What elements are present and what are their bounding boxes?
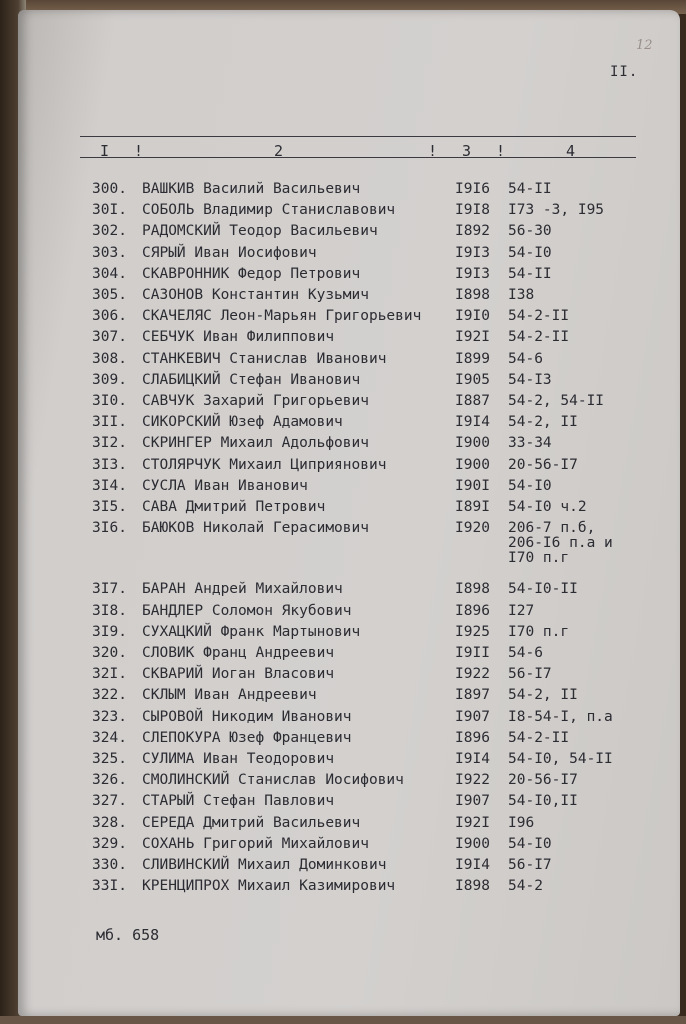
case-reference: 54-I3 — [508, 371, 552, 388]
entry-number: 302. — [92, 223, 127, 240]
person-name: СЛИВИНСКИЙ Михаил Доминкович — [142, 857, 387, 873]
birth-year: I907 — [455, 708, 490, 725]
case-reference: 54-2, 54-II — [508, 393, 605, 409]
person-name: РАДОМСКИЙ Теодор Васильевич — [142, 223, 378, 240]
birth-year: I90I — [455, 477, 490, 494]
birth-year: I897 — [455, 687, 490, 704]
birth-year: I887 — [455, 393, 490, 409]
person-name: БАРАН Андрей Михайлович — [142, 581, 343, 598]
birth-year: I920 — [455, 520, 490, 537]
case-reference: 54-2-II — [508, 308, 570, 325]
case-reference: I8-54-I, п.а — [508, 708, 613, 725]
person-name: СЯРЫЙ Иван Иосифович — [142, 244, 317, 261]
header-col-2: 2 — [274, 142, 284, 160]
case-reference: 54-I0 — [508, 477, 552, 494]
case-reference: 54-I0 — [508, 835, 552, 852]
birth-year: I905 — [455, 371, 490, 388]
case-reference: 33-34 — [508, 435, 552, 452]
case-reference: 56-I7 — [508, 666, 552, 683]
person-name: СТАРЫЙ Стефан Павлович — [142, 793, 335, 810]
birth-year: I907 — [455, 793, 490, 810]
birth-year: I9I3 — [455, 265, 490, 282]
person-name: СМОЛИНСКИЙ Станислав Иосифович — [142, 772, 404, 789]
case-reference: 54-I0 — [508, 244, 552, 261]
birth-year: I896 — [455, 729, 490, 746]
entry-number: 303. — [92, 244, 127, 261]
birth-year: I922 — [455, 666, 490, 683]
header-sep-3: ! — [496, 142, 506, 160]
case-reference: 206-7 п.б, — [508, 520, 596, 537]
person-name: СЛАБИЦКИЙ Стефан Иванович — [142, 371, 361, 388]
birth-year: I92I — [455, 329, 490, 346]
desk-bottom — [0, 1016, 686, 1024]
case-reference: I70 п.г — [508, 550, 570, 567]
entry-number: 3I5. — [92, 499, 127, 515]
case-reference: 56-I7 — [508, 857, 552, 873]
person-name: СТАНКЕВИЧ Станислав Иванович — [142, 350, 387, 367]
person-name: СЛОВИК Франц Андреевич — [142, 645, 335, 661]
birth-year: I9I3 — [455, 244, 490, 261]
birth-year: I898 — [455, 878, 490, 895]
entry-number: 3I8. — [92, 602, 127, 619]
entry-number: 328. — [92, 814, 127, 831]
case-reference: I38 — [508, 287, 535, 303]
birth-year: I92I — [455, 814, 490, 831]
person-name: СТОЛЯРЧУК Михаил Циприянович — [142, 456, 387, 473]
case-reference: 54-I0, 54-II — [508, 751, 613, 767]
case-reference: 54-2-II — [508, 729, 570, 746]
person-name: СКЛЫМ Иван Андреевич — [142, 687, 317, 704]
entry-number: 3II. — [92, 414, 127, 431]
case-reference: 54-I0-II — [508, 581, 578, 598]
entry-number: 306. — [92, 308, 127, 325]
header-top-rule — [80, 136, 636, 137]
person-name: СЕБЧУК Иван Филиппович — [142, 329, 335, 346]
birth-year: I892 — [455, 223, 490, 240]
entry-number: 32I. — [92, 666, 127, 683]
header-col-1: I — [100, 142, 110, 160]
person-name: САВА Дмитрий Петрович — [142, 499, 326, 515]
entry-number: 3I4. — [92, 477, 127, 494]
entry-number: 320. — [92, 645, 127, 661]
page-number: II. — [610, 64, 639, 80]
birth-year: I898 — [455, 287, 490, 303]
header-col-4: 4 — [566, 142, 576, 160]
person-name: САВЧУК Захарий Григорьевич — [142, 393, 369, 409]
entry-number: 327. — [92, 793, 127, 810]
entry-number: 305. — [92, 287, 127, 303]
footer-note: мб. 658 — [96, 926, 160, 944]
entry-number: 300. — [92, 181, 127, 197]
case-reference: 54-2, II — [508, 687, 578, 704]
entry-number: 330. — [92, 857, 127, 873]
birth-year: I900 — [455, 435, 490, 452]
person-name: СУЛИМА Иван Теодорович — [142, 751, 335, 767]
case-reference: 54-I0 ч.2 — [508, 499, 587, 515]
case-reference: 54-2, II — [508, 414, 578, 431]
birth-year: I898 — [455, 581, 490, 598]
case-reference: 54-2 — [508, 878, 543, 895]
person-name: СУСЛА Иван Иванович — [142, 477, 308, 494]
person-name: СЕРЕДА Дмитрий Васильевич — [142, 814, 361, 831]
person-name: СЛЕПОКУРА Юзеф Францевич — [142, 729, 352, 746]
case-reference: 206-I6 п.а и — [508, 535, 613, 552]
entry-number: 324. — [92, 729, 127, 746]
birth-year: I9I0 — [455, 308, 490, 325]
document-page — [18, 10, 680, 1016]
birth-year: I900 — [455, 456, 490, 473]
person-name: СОХАНЬ Григорий Михайлович — [142, 835, 369, 852]
person-name: ВАШКИВ Василий Васильевич — [142, 181, 361, 197]
person-name: СУХАЦКИЙ Франк Мартынович — [142, 623, 361, 640]
person-name: СКАВРОННИК Федор Петрович — [142, 265, 361, 282]
birth-year: I925 — [455, 623, 490, 640]
entry-number: 325. — [92, 751, 127, 767]
entry-number: 304. — [92, 265, 127, 282]
entry-number: 3I0. — [92, 393, 127, 409]
entry-number: 3I3. — [92, 456, 127, 473]
case-reference: 56-30 — [508, 223, 552, 240]
entry-number: 329. — [92, 835, 127, 852]
birth-year: I9I4 — [455, 751, 490, 767]
person-name: СКАЧЕЛЯС Леон-Марьян Григорьевич — [142, 308, 422, 325]
birth-year: I899 — [455, 350, 490, 367]
case-reference: 54-I0,II — [508, 793, 578, 810]
case-reference: 20-56-I7 — [508, 772, 578, 789]
case-reference: I70 п.г — [508, 623, 570, 640]
case-reference: I27 — [508, 602, 535, 619]
person-name: СЫРОВОЙ Никодим Иванович — [142, 708, 352, 725]
person-name: САЗОНОВ Константин Кузьмич — [142, 287, 369, 303]
person-name: СКРИНГЕР Михаил Адольфович — [142, 435, 369, 452]
header-sep-1: ! — [134, 142, 144, 160]
case-reference: 20-56-I7 — [508, 456, 578, 473]
header-bottom-rule — [80, 157, 636, 158]
birth-year: I9I4 — [455, 857, 490, 873]
birth-year: I9II — [455, 645, 490, 661]
birth-year: I922 — [455, 772, 490, 789]
person-name: СКВАРИЙ Иоган Власович — [142, 666, 335, 683]
entry-number: 3I9. — [92, 623, 127, 640]
birth-year: I9I8 — [455, 202, 490, 219]
entry-number: 309. — [92, 371, 127, 388]
case-reference: 54-6 — [508, 350, 543, 367]
entry-number: 3I7. — [92, 581, 127, 598]
case-reference: 54-6 — [508, 645, 543, 661]
person-name: СИКОРСКИЙ Юзеф Адамович — [142, 414, 343, 431]
entry-number: 3I2. — [92, 435, 127, 452]
corner-pencil-mark: 12 — [636, 38, 653, 53]
birth-year: I89I — [455, 499, 490, 515]
person-name: СОБОЛЬ Владимир Станиславович — [142, 202, 396, 219]
birth-year: I9I4 — [455, 414, 490, 431]
person-name: БАЮКОВ Николай Герасимович — [142, 520, 369, 537]
case-reference: 54-II — [508, 265, 552, 282]
person-name: БАНДЛЕР Соломон Якубович — [142, 602, 352, 619]
case-reference: 54-II — [508, 181, 552, 197]
entry-number: 307. — [92, 329, 127, 346]
header-col-3: 3 — [462, 142, 472, 160]
entry-number: 3I6. — [92, 520, 127, 537]
birth-year: I9I6 — [455, 181, 490, 197]
entry-number: 33I. — [92, 878, 127, 895]
case-reference: I96 — [508, 814, 535, 831]
entry-number: 322. — [92, 687, 127, 704]
birth-year: I896 — [455, 602, 490, 619]
case-reference: 54-2-II — [508, 329, 570, 346]
entry-number: 326. — [92, 772, 127, 789]
entry-number: 30I. — [92, 202, 127, 219]
entry-number: 323. — [92, 708, 127, 725]
entry-number: 308. — [92, 350, 127, 367]
person-name: КРЕНЦИПРОХ Михаил Казимирович — [142, 878, 396, 895]
birth-year: I900 — [455, 835, 490, 852]
case-reference: I73 -3, I95 — [508, 202, 605, 219]
header-sep-2: ! — [428, 142, 438, 160]
